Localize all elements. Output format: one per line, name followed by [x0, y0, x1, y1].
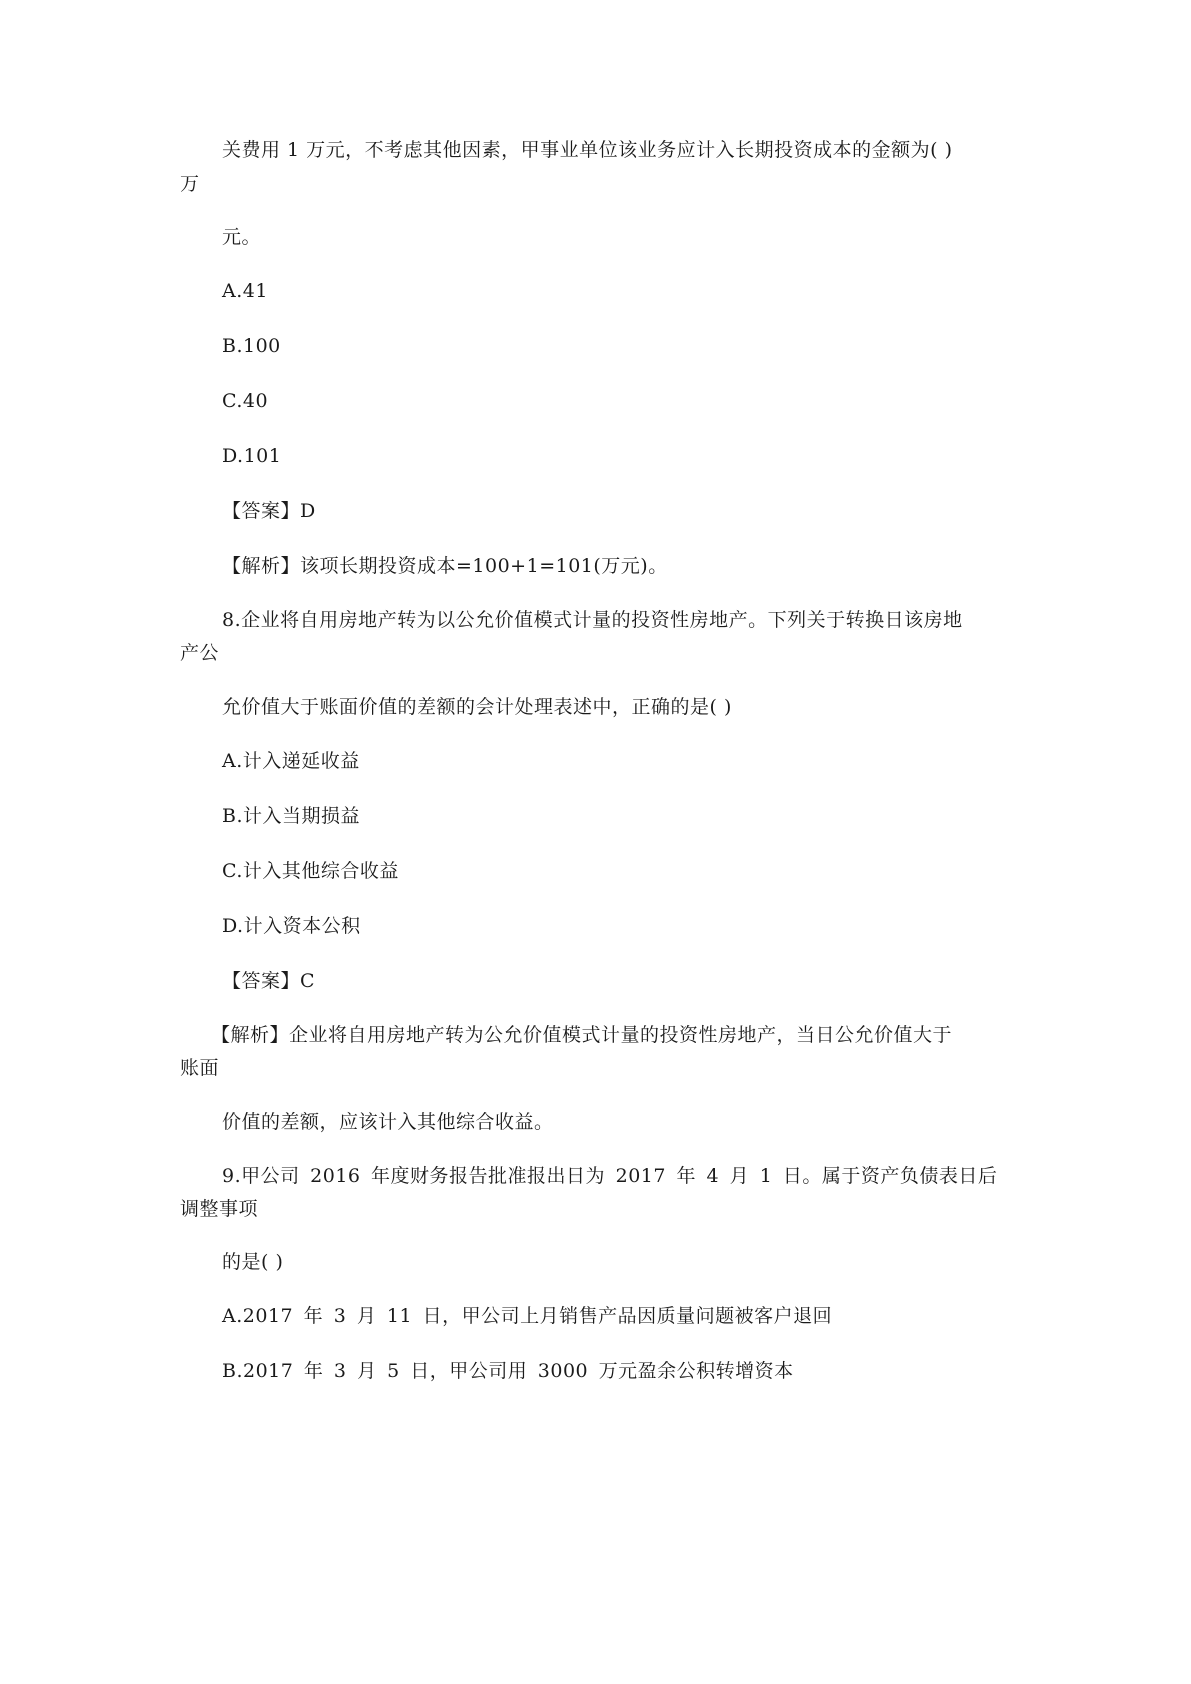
q9-option-b: B.2017 年 3 月 5 日，甲公司用 3000 万元盈余公积转增资本: [222, 1360, 794, 1382]
q7-stem-line1-wrap: 万: [180, 173, 200, 195]
q7-stem-line2: 元。: [222, 226, 262, 248]
q8-answer: 【答案】C: [222, 970, 316, 992]
q8-stem-line1-wrap: 产公: [180, 642, 220, 664]
q8-option-c: C.计入其他综合收益: [222, 860, 399, 882]
q7-option-b: B.100: [222, 335, 281, 357]
q8-option-a: A.计入递延收益: [222, 750, 360, 772]
q7-stem-line1: 关费用 1 万元，不考虑其他因素，甲事业单位该业务应计入长期投资成本的金额为( ): [222, 139, 953, 161]
q8-stem-line2: 允价值大于账面价值的差额的会计处理表述中，正确的是( ): [222, 696, 732, 718]
q9-option-a: A.2017 年 3 月 11 日，甲公司上月销售产品因质量问题被客户退回: [222, 1305, 833, 1327]
q9-stem-line1-wrap: 调整事项: [180, 1198, 259, 1220]
q7-analysis: 【解析】该项长期投资成本=100+1=101(万元)。: [222, 555, 668, 577]
q8-analysis-line2: 价值的差额，应该计入其他综合收益。: [222, 1111, 554, 1133]
q7-answer: 【答案】D: [222, 500, 316, 522]
q8-option-b: B.计入当期损益: [222, 805, 361, 827]
q7-option-a: A.41: [222, 280, 268, 302]
q7-option-c: C.40: [222, 390, 269, 412]
q9-stem-line2: 的是( ): [222, 1251, 284, 1273]
q8-stem-line1: 8.企业将自用房地产转为以公允价值模式计量的投资性房地产。下列关于转换日该房地: [222, 609, 963, 631]
q8-analysis-line1: 【解析】企业将自用房地产转为公允价值模式计量的投资性房地产，当日公允价值大于: [211, 1024, 953, 1046]
q8-option-d: D.计入资本公积: [222, 915, 361, 937]
q7-option-d: D.101: [222, 445, 282, 467]
q9-stem-line1: 9.甲公司 2016 年度财务报告批准报出日为 2017 年 4 月 1 日。属于资产负债表日后: [222, 1165, 998, 1187]
q8-analysis-line1-wrap: 账面: [180, 1057, 220, 1079]
